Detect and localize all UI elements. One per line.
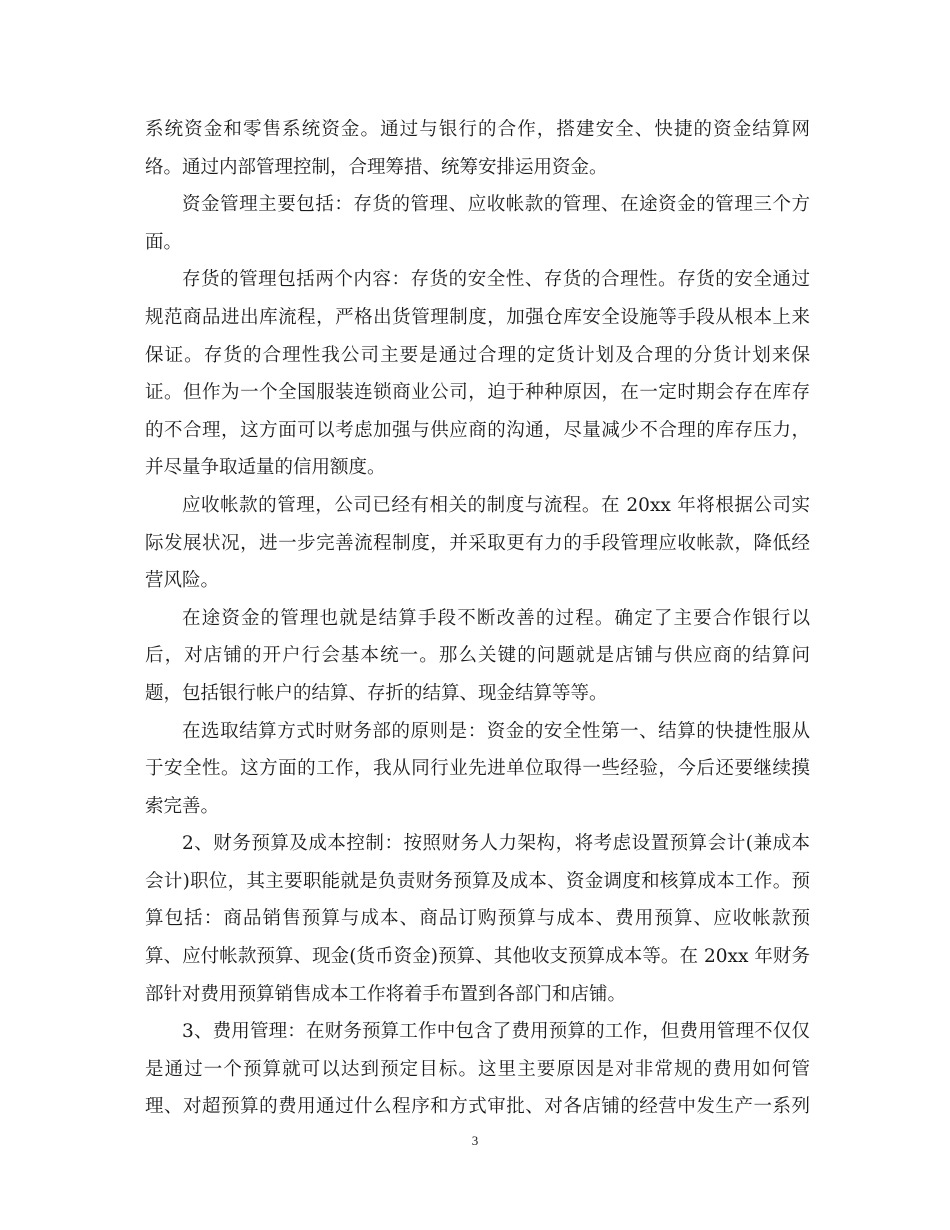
text-line: 保证。存货的合理性我公司主要是通过合理的定货计划及合理的分货计划来保 [145,344,810,366]
text-line: 存货的管理包括两个内容：存货的安全性、存货的合理性。存货的安全通过 [182,269,810,291]
text-line: 并尽量争取适量的信用额度。 [145,457,386,479]
document-body [145,111,810,1126]
text-line: 后，对店铺的开户行会基本统一。那么关键的问题就是店铺与供应商的结算问 [145,645,810,667]
text-line: 络。通过内部管理控制，合理筹措、统筹安排运用资金。 [145,156,608,178]
text-line: 部针对费用预算销售成本工作将着手布置到各部门和店铺。 [145,983,627,1005]
text-line: 2、财务预算及成本控制：按照财务人力架构，将考虑设置预算会计(兼成本 [182,833,810,855]
text-line: 会计)职位，其主要职能就是负责财务预算及成本、资金调度和核算成本工作。预 [145,870,810,892]
text-line: 是通过一个预算就可以达到预定目标。这里主要原因是对非常规的费用如何管 [145,1058,810,1080]
text-line: 系统资金和零售系统资金。通过与银行的合作，搭建安全、快捷的资金结算网 [145,119,810,140]
text-line: 应收帐款的管理，公司已经有相关的制度与流程。在 20xx 年将根据公司实 [182,494,810,516]
text-line: 在选取结算方式时财务部的原则是：资金的安全性第一、结算的快捷性服从 [182,720,810,742]
text-line: 题，包括银行帐户的结算、存折的结算、现金结算等等。 [145,682,608,704]
text-line: 3、费用管理：在财务预算工作中包含了费用预算的工作，但费用管理不仅仅 [182,1021,810,1043]
page-number: 3 [471,1133,479,1148]
text-line: 算包括：商品销售预算与成本、商品订购预算与成本、费用预算、应收帐款预 [145,908,810,930]
text-line: 的不合理，这方面可以考虑加强与供应商的沟通，尽量减少不合理的库存压力， [145,419,810,441]
text-line: 在途资金的管理也就是结算手段不断改善的过程。确定了主要合作银行以 [182,607,810,629]
text-line: 理、对超预算的费用通过什么程序和方式审批、对各店铺的经营中发生产一系列 [145,1096,810,1118]
text-line: 面。 [145,231,183,253]
text-line: 营风险。 [145,570,220,592]
text-line: 于安全性。这方面的工作，我从同行业先进单位取得一些经验，今后还要继续摸 [145,758,810,780]
text-line: 资金管理主要包括：存货的管理、应收帐款的管理、在途资金的管理三个方 [182,194,810,216]
text-line: 证。但作为一个全国服装连锁商业公司，迫于种种原因，在一定时期会存在库存 [145,382,810,404]
text-line: 算、应付帐款预算、现金(货币资金)预算、其他收支预算成本等。在 20xx 年财务 [145,946,810,968]
text-line: 规范商品进出库流程，严格出货管理制度，加强仓库安全设施等手段从根本上来 [145,306,810,328]
text-line: 际发展状况，进一步完善流程制度，并采取更有力的手段管理应收帐款，降低经 [145,532,810,554]
text-line: 索完善。 [145,795,220,817]
